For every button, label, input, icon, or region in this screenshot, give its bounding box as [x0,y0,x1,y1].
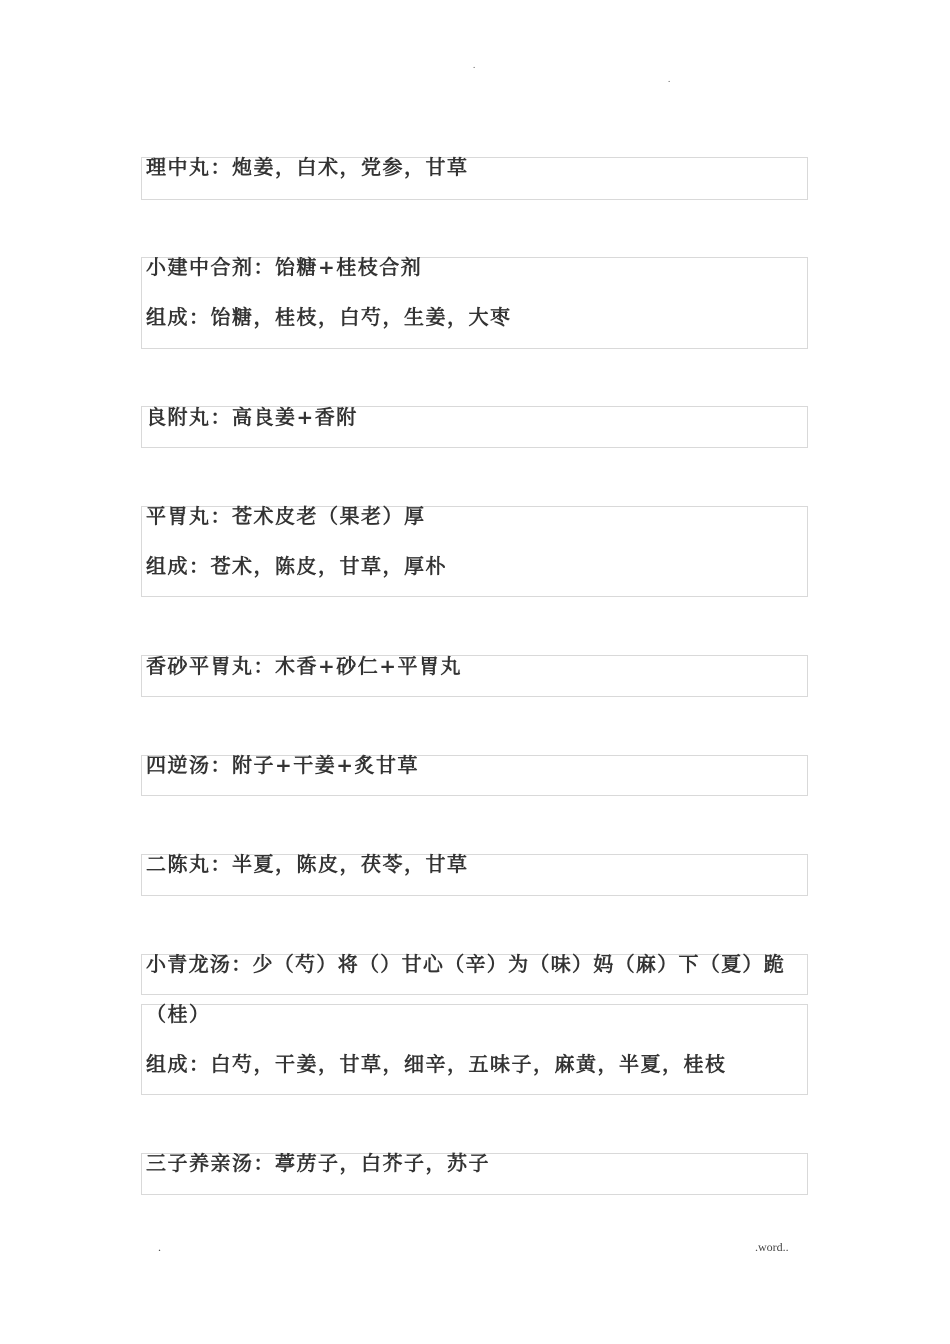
entry-title-xiaojianzhong: 小建中合剂：饴糖+桂枝合剂 [146,255,423,279]
header-dot-right: . [668,74,671,84]
entry-title-sini: 四逆汤：附子+干姜+炙甘草 [146,753,420,777]
footer-word: .word.. [755,1240,789,1254]
entry-title-pingwei: 平胃丸：苍术皮老（果老）厚 [146,504,426,528]
entry-title-erchen: 二陈丸：半夏，陈皮，茯苓，甘草 [146,852,469,876]
entry-box-xiaoqinglong [141,1004,808,1095]
entry-detail-xiaojianzhong: 组成：饴糖，桂枝，白芍，生姜，大枣 [146,305,512,329]
entry-title-xiaoqinglong: 小青龙汤：少（芍）将（）甘心（辛）为（味）妈（麻）下（夏）跪 [146,952,785,976]
entry-detail-pingwei: 组成：苍术，陈皮，甘草，厚朴 [146,554,447,578]
entry-title-liangfu: 良附丸：高良姜+香附 [146,405,358,429]
header-dot-left: . [473,60,476,70]
entry-title-sanzi: 三子养亲汤：葶苈子，白芥子，苏子 [146,1151,490,1175]
entry-title-cont-xiaoqinglong: （桂） [146,1002,211,1026]
entry-title-lizhong: 理中丸：炮姜，白术，党参，甘草 [146,155,469,179]
entry-detail-xiaoqinglong: 组成：白芍，干姜，甘草，细辛，五味子，麻黄，半夏，桂枝 [146,1052,727,1076]
entry-title-xiangsha: 香砂平胃丸：木香+砂仁+平胃丸 [146,654,463,678]
footer-dot: . [158,1240,161,1254]
